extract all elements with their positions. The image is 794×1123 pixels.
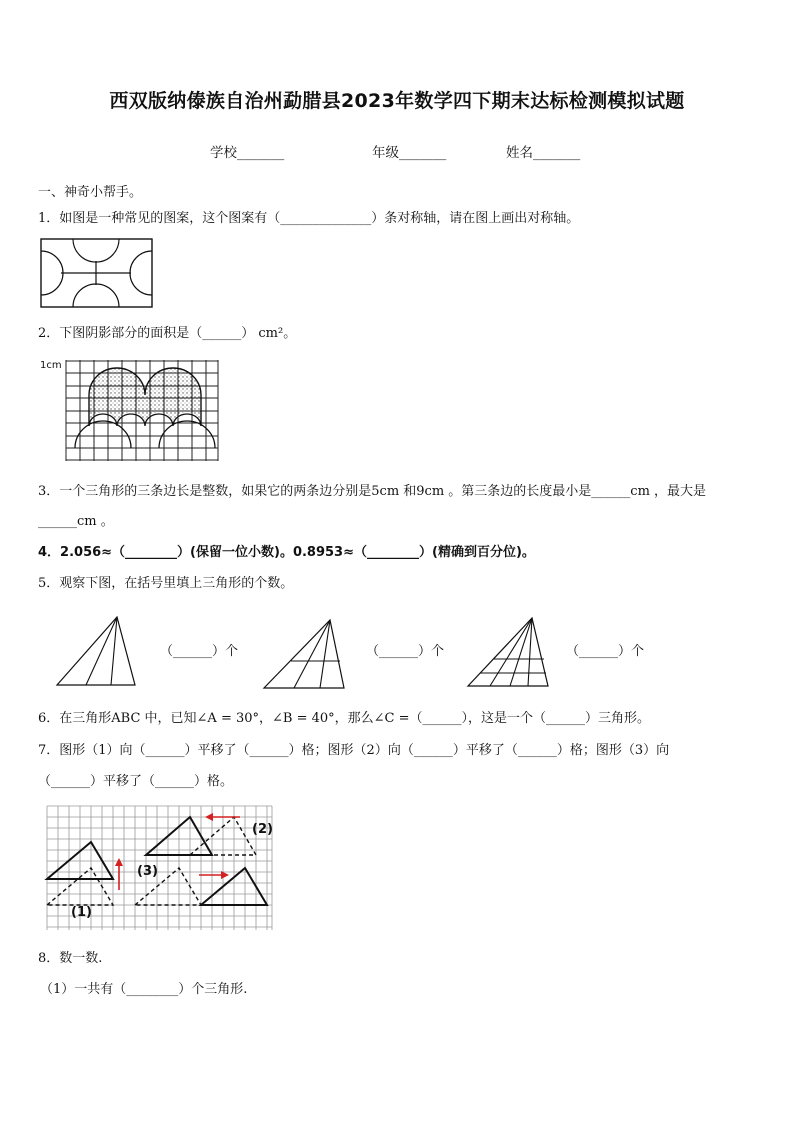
figure-label-2: (2) [252,822,273,837]
question-7-line-1: 7．图形（1）向（______）平移了（______）格；图形（2）向（______）平移了（______）格；图形（3）向 [38,743,670,758]
question-4: 4．2.056≈（________）(保留一位小数)。0.8953≈（________）(精确到百分位)。 [38,545,535,560]
q5-answer-blank-3[interactable]: （______）个 [566,644,645,659]
q5-answer-blank-1[interactable]: （______）个 [160,644,239,659]
question-3-line-2: ______cm 。 [38,514,114,529]
question-8: 8．数一数. [38,951,103,966]
question-7-line-2: （______）平移了（______）格。 [38,774,234,789]
question-6: 6．在三角形ABC 中，已知∠A = 30°，∠B = 40°，那么∠C =（______），这是一个（______）三角形。 [38,711,651,726]
question-1: 1．如图是一种常见的图案，这个图案有（______________）条对称轴，请在图上画出对称轴。 [38,211,580,226]
question-8-part-1: （1）一共有（________）个三角形. [40,982,248,997]
school-field: 学校_______ [210,145,285,161]
figure-label-3: (3) [137,864,158,879]
question-2: 2．下图阴影部分的面积是（______） cm²。 [38,326,297,341]
name-field: 姓名_______ [506,145,581,161]
page-title: 西双版纳傣族自治州勐腊县2023年数学四下期末达标检测模拟试题 [109,90,685,112]
q5-triangle-1 [55,615,137,687]
q5-triangle-2 [262,618,346,690]
figure-label-1: (1) [71,905,92,920]
q5-triangle-3 [466,616,550,688]
grid-unit-label: 1cm [40,360,62,371]
q2-shaded-grid-figure [66,360,220,464]
question-5: 5．观察下图，在括号里填上三角形的个数。 [38,576,294,591]
section-title: 一、神奇小帮手。 [38,185,143,200]
q1-pattern-figure [40,238,154,308]
question-3-line-1: 3．一个三角形的三条边长是整数，如果它的两条边分别是5cm 和9cm 。第三条边的长度最小是______cm ，最大是 [38,484,707,499]
grade-field: 年级_______ [372,145,447,161]
q5-answer-blank-2[interactable]: （______）个 [366,644,445,659]
